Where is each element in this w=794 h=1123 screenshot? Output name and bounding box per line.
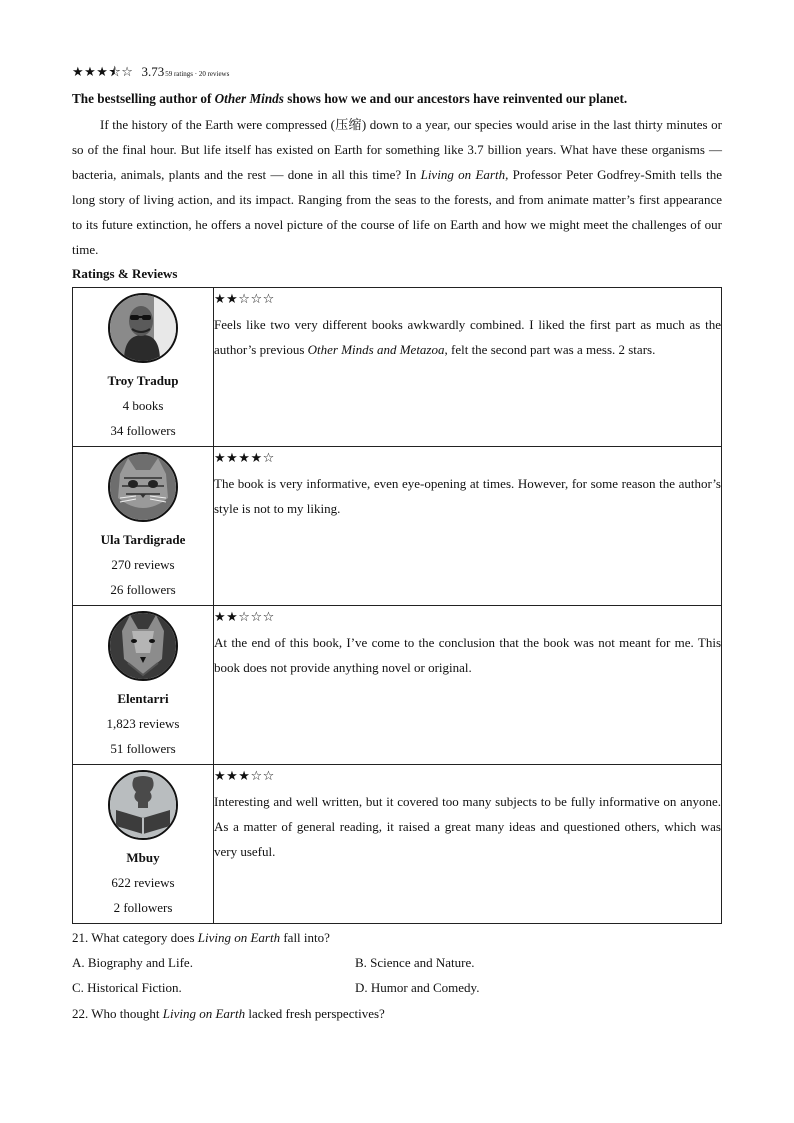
reviewer-cell [73,288,214,447]
reviewer-books-count: 4 books [122,398,164,413]
option-a[interactable]: A. Biography and Life. [72,955,193,970]
cat-photo [110,454,176,520]
review-star-rating: ★★★☆☆ [214,769,275,784]
reviewer-followers-count: 51 followers [110,741,176,756]
table-row [73,288,722,447]
book-average-rating: 3.73 [141,64,165,79]
option-c[interactable]: C. Historical Fiction. [72,980,182,995]
review-cell [214,765,722,924]
review-star-rating: ★★☆☆☆ [214,292,275,307]
avatar[interactable] [108,770,178,840]
man-with-glasses-photo [110,295,176,361]
review-cell [214,288,722,447]
reviewer-reviews-count: 1,823 reviews [106,716,180,731]
option-d[interactable]: D. Humor and Comedy. [355,980,480,995]
review-text: At the end of this book, I’ve come to the conclusion that the book was not meant for me. This book does not provide anything novel or original. [214,635,721,675]
review-star-rating: ★★☆☆☆ [214,610,275,625]
option-b[interactable]: B. Science and Nature. [355,955,475,970]
reviewer-name[interactable]: Elentarri [117,691,169,706]
avatar[interactable] [108,293,178,363]
reviewer-name[interactable]: Troy Tradup [107,373,179,388]
reviewer-name[interactable]: Ula Tardigrade [100,532,186,547]
question-21: 21. What category does Living on Earth fall into? [72,930,330,945]
blurb-book-title: Living on Earth [420,167,506,182]
reviewer-name[interactable]: Mbuy [126,850,160,865]
book-headline: The bestselling author of Other Minds shows how we and our ancestors have reinvented our planet. [72,91,628,106]
review-text: The book is very informative, even eye-opening at times. However, for some reason the author’s style is not to my liking. [214,476,721,516]
reviews-section-title: Ratings & Reviews [72,266,178,281]
reviewer-cell [73,606,214,765]
wolf-photo [110,613,176,679]
reviewer-followers-count: 2 followers [113,900,173,915]
reviewer-reviews-count: 622 reviews [111,875,175,890]
review-cell [214,447,722,606]
book-rating-counts: 59 ratings · 20 reviews [165,70,230,78]
reviewer-followers-count: 26 followers [110,582,176,597]
headline-book-title: Other Minds [214,91,284,106]
table-row [73,765,722,924]
review-text: Feels like two very different books awkwardly combined. I liked the first part as much as the author’s previous Other Minds and Metazoa, felt the second part was a mess. 2 stars. [214,317,721,357]
reader-silhouette-icon [110,772,176,838]
review-cell [214,606,722,765]
document-page [72,60,722,1026]
table-row [73,447,722,606]
reviewer-cell [73,447,214,606]
question-21-options [72,950,722,1000]
avatar[interactable] [108,452,178,522]
table-row [73,606,722,765]
avatar[interactable] [108,611,178,681]
question-22: 22. Who thought Living on Earth lacked fresh perspectives? [72,1006,385,1021]
book-star-rating: ★★★⯪☆ [72,65,134,80]
reviewer-followers-count: 34 followers [110,423,176,438]
review-text: Interesting and well written, but it covered too many subjects to be fully informative on anyone. As a matter of general reading, it raised a great many ideas and questioned others, which was very useful. [214,794,721,859]
review-star-rating: ★★★★☆ [214,451,275,466]
book-description: If the history of the Earth were compressed (压缩) down to a year, our species would arise in the last thirty minutes or so of the final hour. But life itself has existed on Earth for something like 3.7 billion years. What have these organisms — bacteria, animals, plants and the rest — done in all this time? In Living on Earth, Professor Peter Godfrey-Smith tells the long story of living action, and its impact. Ranging from the seas to the forests, and from animate matter’s first appearance to its future extinction, he offers a novel picture of the course of life on Earth and how we might meet the challenges of our time. [72,117,723,257]
book-rating-line [72,60,722,84]
reviewer-reviews-count: 270 reviews [111,557,175,572]
reviews-table [72,287,722,924]
reviewer-cell [73,765,214,924]
